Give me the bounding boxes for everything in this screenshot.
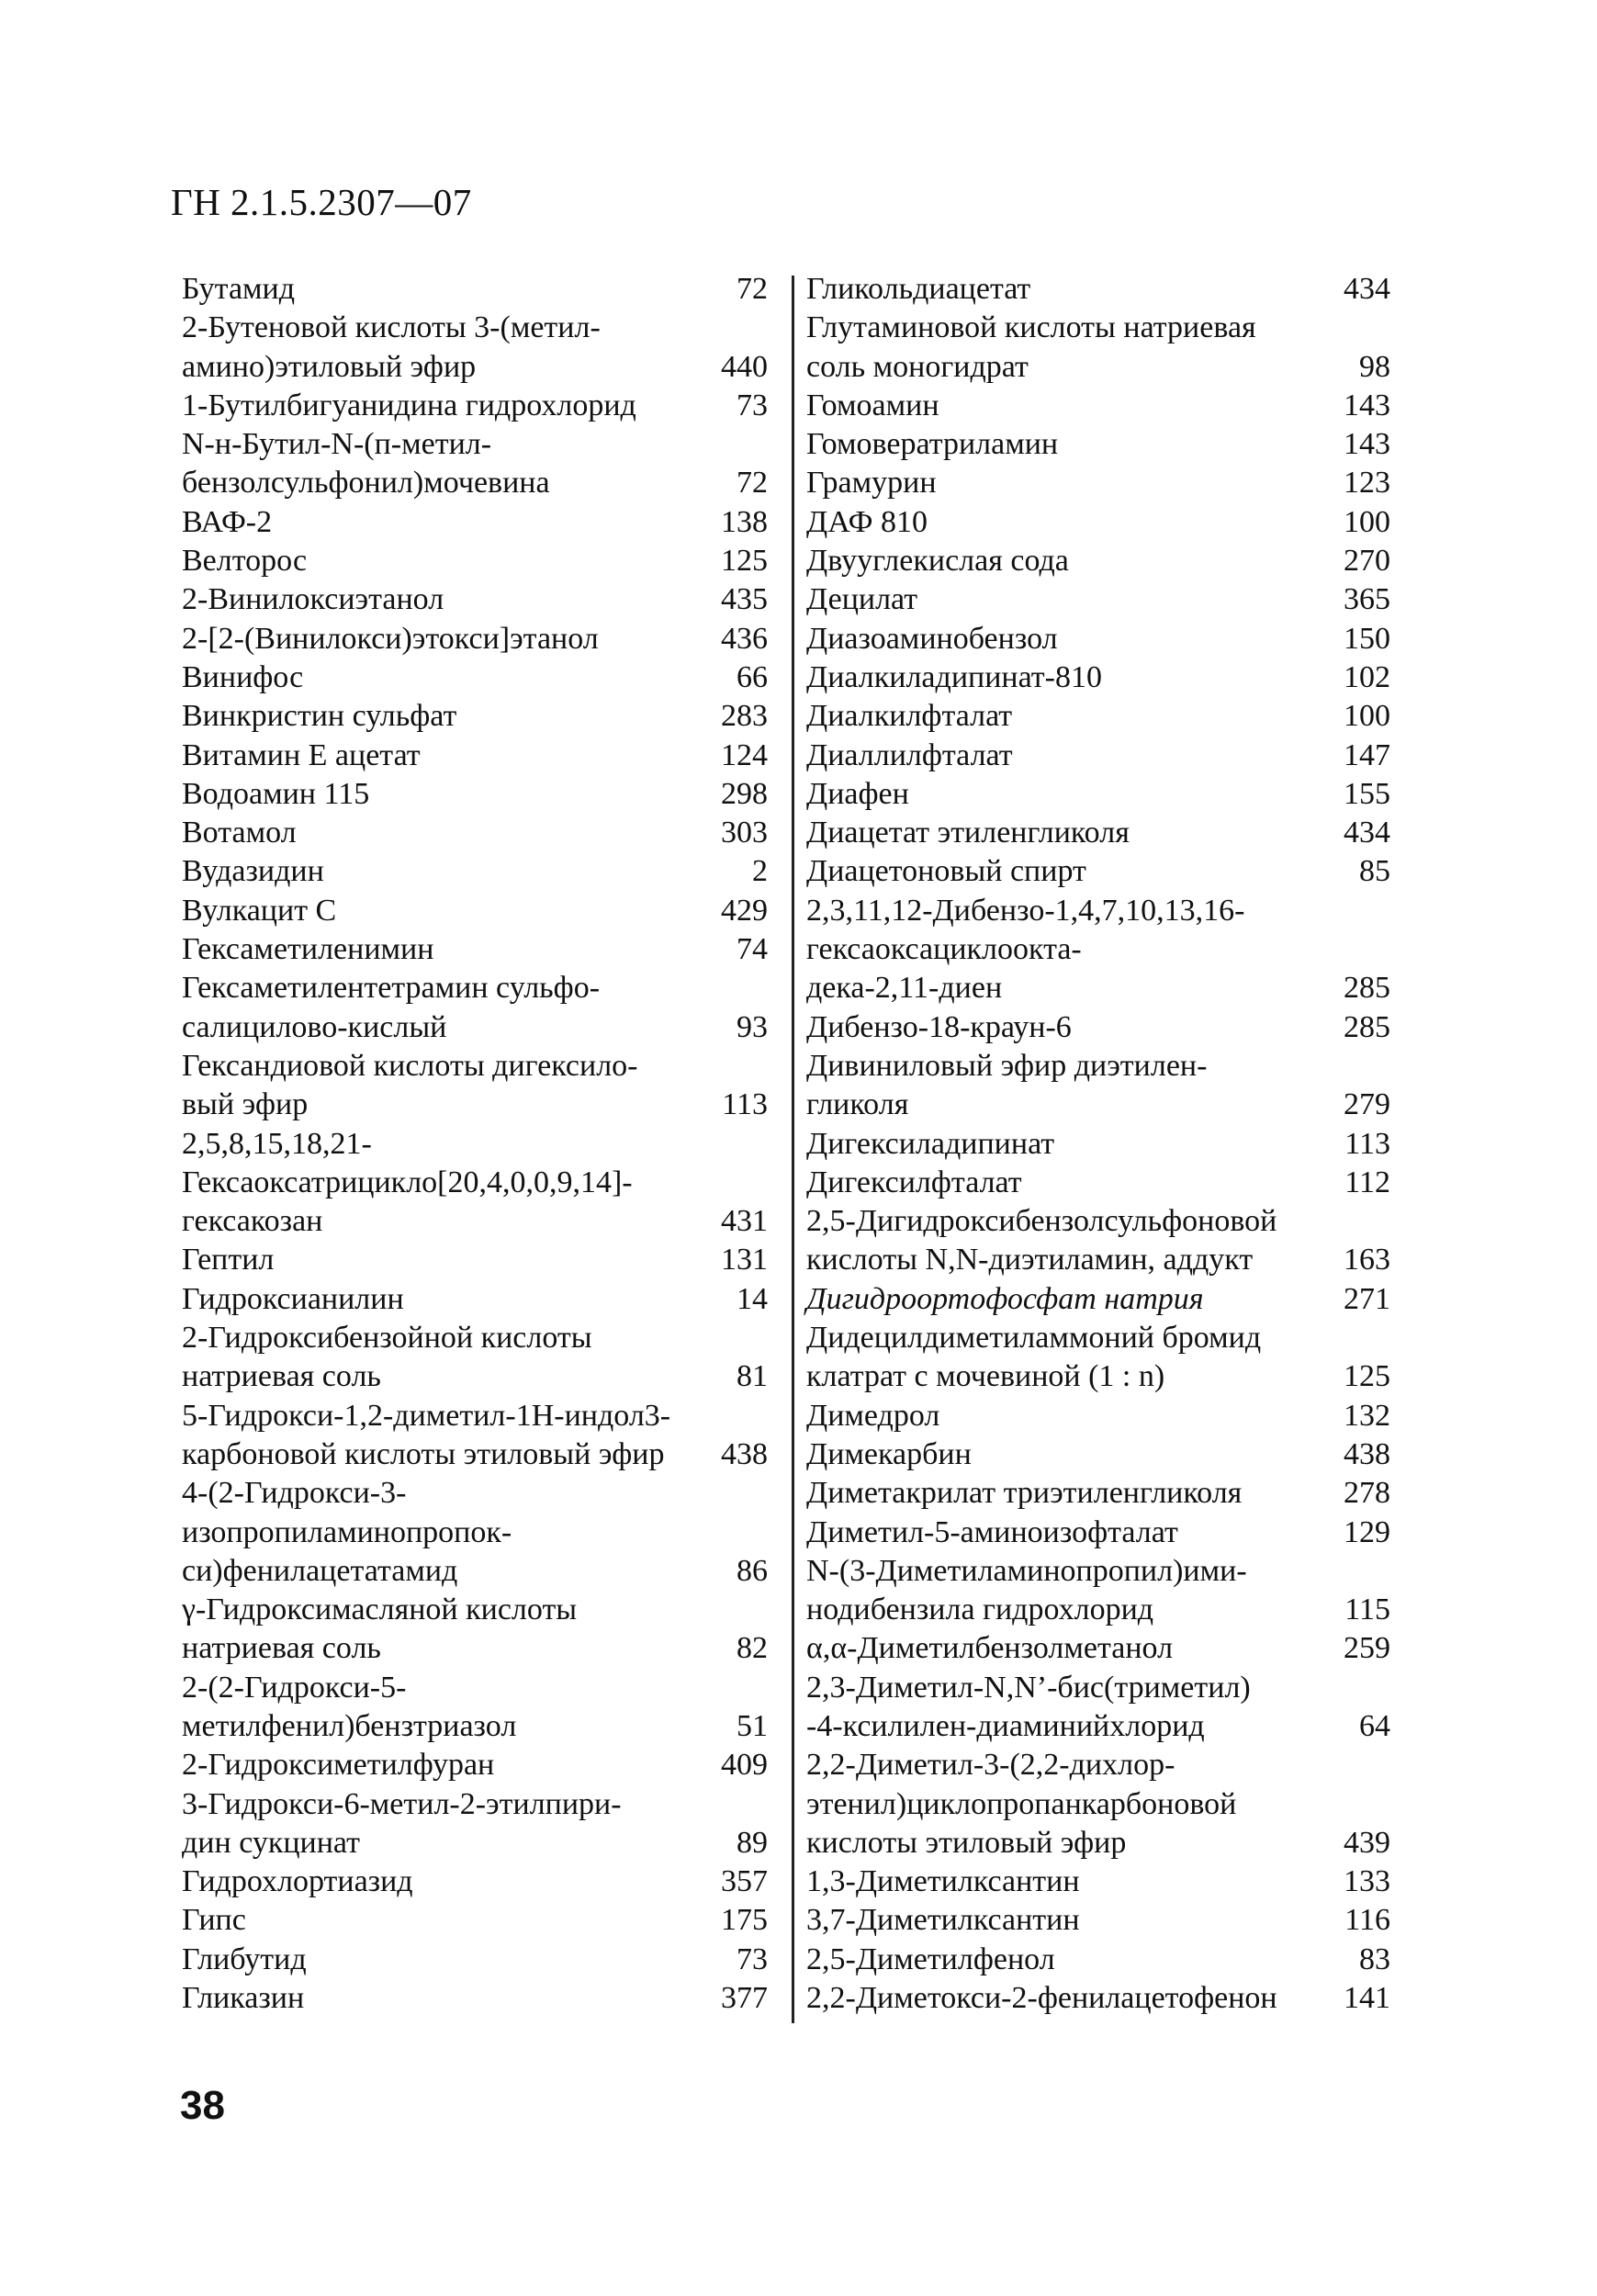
entry-name: N-(3-Диметиламинопропил)ими- xyxy=(806,1553,1247,1588)
index-entry xyxy=(182,1552,768,1591)
entry-name: 2,2-Диметил-3-(2,2-дихлор- xyxy=(806,1748,1175,1783)
entry-page-number: 155 xyxy=(1344,776,1390,811)
entry-page-number: 439 xyxy=(1344,1825,1390,1860)
entry-page-number: 124 xyxy=(721,737,768,772)
entry-name: Вулкацит С xyxy=(182,893,337,928)
entry-name: Водоамин 115 xyxy=(182,776,370,811)
entry-name: си)фенилацетатамид xyxy=(182,1553,458,1588)
entry-page-number: 440 xyxy=(721,349,768,384)
entry-name: вый эфир xyxy=(182,1087,309,1122)
entry-page-number: 285 xyxy=(1344,1009,1390,1044)
index-entry xyxy=(806,1241,1390,1279)
index-entry xyxy=(806,697,1390,736)
index-entry xyxy=(806,1357,1390,1396)
entry-page-number: 98 xyxy=(1359,349,1390,384)
entry-page-number: 64 xyxy=(1359,1708,1390,1743)
entry-page-number: 431 xyxy=(721,1204,768,1239)
entry-name: 2,5,8,15,18,21- xyxy=(182,1126,372,1161)
index-entry xyxy=(806,348,1390,387)
entry-name: 3,7-Диметилксантин xyxy=(806,1903,1080,1938)
index-entry xyxy=(806,1941,1390,1979)
entry-page-number: 73 xyxy=(737,388,768,422)
entry-page-number: 365 xyxy=(1344,582,1390,617)
entry-name: 2,2-Диметокси-2-фенилацетофенон xyxy=(806,1981,1277,2016)
entry-page-number: 83 xyxy=(1359,1941,1390,1976)
entry-page-number: 125 xyxy=(721,544,768,579)
index-entry xyxy=(806,1047,1390,1086)
entry-page-number: 434 xyxy=(1344,816,1390,850)
entry-name: 2-Винилоксиэтанол xyxy=(182,582,444,617)
entry-name: Дидецилдиметиламмоний бромид xyxy=(806,1321,1262,1356)
index-entry xyxy=(182,1863,768,1901)
index-entry xyxy=(182,387,768,425)
entry-page-number: 112 xyxy=(1344,1165,1390,1199)
entry-name: 2,5-Дигидроксибензолсульфоновой xyxy=(806,1204,1277,1239)
entry-name: ВАФ-2 xyxy=(182,504,273,539)
entry-name: амино)этиловый эфир xyxy=(182,349,477,384)
entry-name: натриевая соль xyxy=(182,1631,381,1666)
entry-name: 2-Бутеновой кислоты 3-(метил- xyxy=(182,310,601,345)
entry-name: 2,3,11,12-Дибензо-1,4,7,10,13,16- xyxy=(806,893,1245,928)
index-entry xyxy=(182,1435,768,1474)
entry-name: 1-Бутилбигуанидина гидрохлорид xyxy=(182,388,636,422)
index-entry xyxy=(182,852,768,891)
index-entry xyxy=(806,814,1390,852)
entry-name: Гександиовой кислоты дигексило- xyxy=(182,1048,638,1083)
entry-name: Гексаметилентетрамин сульфо- xyxy=(182,971,601,1006)
entry-name: -4-ксилилен-диаминийхлорид xyxy=(806,1708,1205,1743)
entry-name: Глибутид xyxy=(182,1941,307,1976)
index-entry xyxy=(806,1125,1390,1164)
index-entry xyxy=(806,775,1390,814)
entry-page-number: 133 xyxy=(1344,1864,1390,1899)
index-entry xyxy=(182,270,768,309)
entry-page-number: 271 xyxy=(1344,1281,1390,1316)
entry-page-number: 72 xyxy=(737,466,768,501)
entry-name: 2,5-Диметилфенол xyxy=(806,1941,1055,1976)
entry-page-number: 131 xyxy=(721,1243,768,1277)
entry-page-number: 429 xyxy=(721,893,768,928)
entry-name: Велторос xyxy=(182,544,308,579)
entry-name: этенил)циклопропанкарбоновой xyxy=(806,1786,1237,1821)
entry-page-number: 436 xyxy=(721,621,768,656)
index-entry xyxy=(182,697,768,736)
entry-page-number: 93 xyxy=(737,1009,768,1044)
entry-page-number: 279 xyxy=(1344,1087,1390,1122)
index-entry xyxy=(806,1319,1390,1357)
entry-name: Диаллилфталат xyxy=(806,737,1013,772)
entry-page-number: 113 xyxy=(1344,1126,1390,1161)
entry-name: Диалкиладипинат-810 xyxy=(806,659,1102,694)
entry-name: кислоты N,N-диэтиламин, аддукт xyxy=(806,1243,1254,1277)
entry-name: Гексаоксатрицикло[20,4,0,0,9,14]- xyxy=(182,1165,633,1199)
entry-name: Диметил-5-аминоизофталат xyxy=(806,1514,1178,1549)
entry-name: гексаоксациклоокта- xyxy=(806,932,1082,967)
entry-page-number: 278 xyxy=(1344,1476,1390,1511)
entry-page-number: 285 xyxy=(1344,971,1390,1006)
entry-name: Вудазидин xyxy=(182,854,324,889)
entry-page-number: 123 xyxy=(1344,466,1390,501)
index-entry xyxy=(182,1669,768,1707)
entry-page-number: 100 xyxy=(1344,504,1390,539)
entry-page-number: 66 xyxy=(737,659,768,694)
entry-name: соль моногидрат xyxy=(806,349,1029,384)
entry-name: Гликольдиацетат xyxy=(806,272,1031,306)
entry-name: 2-[2-(Винилокси)этокси]этанол xyxy=(182,621,599,656)
index-entry xyxy=(182,1901,768,1940)
entry-page-number: 81 xyxy=(737,1359,768,1394)
entry-page-number: 89 xyxy=(737,1825,768,1860)
entry-name: Гипс xyxy=(182,1903,246,1938)
entry-name: Дигексилфталат xyxy=(806,1165,1022,1199)
entry-name: Диазоаминобензол xyxy=(806,621,1058,656)
index-entry xyxy=(182,1746,768,1784)
entry-name: Димедрол xyxy=(806,1398,940,1433)
entry-name: Двууглекислая сода xyxy=(806,544,1069,579)
index-entry xyxy=(182,1591,768,1629)
index-column-left xyxy=(182,270,768,2018)
index-entry xyxy=(806,270,1390,309)
index-entry xyxy=(806,309,1390,347)
index-entry xyxy=(182,309,768,347)
index-entry xyxy=(806,425,1390,464)
index-entry xyxy=(806,1280,1390,1319)
index-entry xyxy=(806,387,1390,425)
entry-name: Гидрохлортиазид xyxy=(182,1864,413,1899)
index-entry xyxy=(182,464,768,502)
index-entry xyxy=(182,1397,768,1435)
index-entry xyxy=(182,1785,768,1824)
entry-page-number: 298 xyxy=(721,776,768,811)
index-entry xyxy=(182,1202,768,1241)
index-entry xyxy=(182,1474,768,1513)
entry-name: 2,3-Диметил-N,N’-бис(триметил) xyxy=(806,1670,1251,1705)
index-entry xyxy=(806,1397,1390,1435)
entry-page-number: 438 xyxy=(721,1436,768,1471)
index-entry xyxy=(806,1669,1390,1707)
index-entry xyxy=(806,1514,1390,1552)
entry-page-number: 86 xyxy=(737,1553,768,1588)
entry-page-number: 82 xyxy=(737,1631,768,1666)
entry-name: карбоновой кислоты этиловый эфир xyxy=(182,1436,665,1471)
entry-page-number: 125 xyxy=(1344,1359,1390,1394)
index-entry xyxy=(806,1785,1390,1824)
index-entry xyxy=(182,348,768,387)
index-entry xyxy=(806,658,1390,697)
entry-name: дека-2,11-диен xyxy=(806,971,1003,1006)
index-entry xyxy=(182,814,768,852)
entry-name: Дибензо-18-краун-6 xyxy=(806,1009,1072,1044)
index-entry xyxy=(182,1824,768,1863)
entry-name: γ-Гидроксимасляной кислоты xyxy=(182,1593,578,1627)
entry-name: Диметакрилат триэтиленгликоля xyxy=(806,1476,1243,1511)
entry-name: дин сукцинат xyxy=(182,1825,361,1860)
index-entry xyxy=(806,1591,1390,1629)
entry-name: 4-(2-Гидрокси-3- xyxy=(182,1476,407,1511)
entry-page-number: 147 xyxy=(1344,737,1390,772)
index-entry xyxy=(182,503,768,542)
column-divider xyxy=(792,276,794,2023)
entry-name: Гликазин xyxy=(182,1981,305,2016)
entry-page-number: 283 xyxy=(721,699,768,734)
entry-name: салицилово-кислый xyxy=(182,1009,447,1044)
entry-page-number: 143 xyxy=(1344,388,1390,422)
index-entry xyxy=(806,1474,1390,1513)
index-entry xyxy=(182,1008,768,1047)
index-entry xyxy=(806,930,1390,969)
index-entry xyxy=(806,1202,1390,1241)
entry-name: Глутаминовой кислоты натриевая xyxy=(806,310,1256,345)
entry-page-number: 113 xyxy=(722,1087,768,1122)
index-entry xyxy=(182,658,768,697)
entry-page-number: 150 xyxy=(1344,621,1390,656)
index-entry xyxy=(182,892,768,930)
index-entry xyxy=(806,852,1390,891)
entry-page-number: 73 xyxy=(737,1941,768,1976)
entry-page-number: 270 xyxy=(1344,544,1390,579)
index-entry xyxy=(806,969,1390,1007)
entry-name: клатрат с мочевиной (1 : n) xyxy=(806,1359,1165,1394)
index-entry xyxy=(806,1746,1390,1784)
entry-page-number: 14 xyxy=(737,1281,768,1316)
entry-page-number: 409 xyxy=(721,1748,768,1783)
entry-name: гликоля xyxy=(806,1087,909,1122)
entry-name: Вотамол xyxy=(182,816,297,850)
entry-name: Гептил xyxy=(182,1243,275,1277)
entry-name: Гидроксианилин xyxy=(182,1281,404,1316)
entry-page-number: 138 xyxy=(721,504,768,539)
index-entry xyxy=(182,1280,768,1319)
entry-name: Винкристин сульфат xyxy=(182,699,457,734)
entry-name: Дивиниловый эфир диэтилен- xyxy=(806,1048,1208,1083)
document-header: ГН 2.1.5.2307—07 xyxy=(171,181,472,223)
entry-page-number: 100 xyxy=(1344,699,1390,734)
entry-name: метилфенил)бензтриазол xyxy=(182,1708,517,1743)
index-entry xyxy=(182,969,768,1007)
index-entry xyxy=(806,1979,1390,2018)
index-entry xyxy=(182,580,768,619)
entry-name: Гексаметиленимин xyxy=(182,932,434,967)
index-entry xyxy=(182,1125,768,1164)
index-entry xyxy=(806,1824,1390,1863)
index-entry xyxy=(806,1164,1390,1202)
index-entry xyxy=(182,1086,768,1124)
entry-name: Диацетат этиленгликоля xyxy=(806,816,1130,850)
index-entry xyxy=(182,1941,768,1979)
index-column-right xyxy=(806,270,1390,2018)
entry-name: Винифос xyxy=(182,659,304,694)
index-entry xyxy=(182,737,768,775)
index-entry xyxy=(182,1707,768,1746)
index-entry xyxy=(806,1901,1390,1940)
entry-name: Диафен xyxy=(806,776,909,811)
index-entry xyxy=(182,1979,768,2018)
entry-page-number: 132 xyxy=(1344,1398,1390,1433)
index-entry xyxy=(806,542,1390,580)
index-entry xyxy=(806,503,1390,542)
entry-name: Димекарбин xyxy=(806,1436,972,1471)
entry-name: Дигидроортофосфат натрия xyxy=(806,1281,1204,1316)
index-entry xyxy=(806,620,1390,658)
index-entry xyxy=(182,1514,768,1552)
entry-page-number: 434 xyxy=(1344,272,1390,306)
index-entry xyxy=(806,737,1390,775)
index-entry xyxy=(182,542,768,580)
entry-name: Гомоамин xyxy=(806,388,939,422)
entry-name: 2-(2-Гидрокси-5- xyxy=(182,1670,407,1705)
entry-page-number: 102 xyxy=(1344,659,1390,694)
entry-name: нодибензила гидрохлорид xyxy=(806,1593,1154,1627)
index-entry xyxy=(806,1863,1390,1901)
entry-name: Витамин Е ацетат xyxy=(182,737,421,772)
index-entry xyxy=(182,1319,768,1357)
entry-page-number: 129 xyxy=(1344,1514,1390,1549)
entry-name: Диалкилфталат xyxy=(806,699,1013,734)
index-entry xyxy=(806,464,1390,502)
entry-name: α,α-Диметилбензолметанол xyxy=(806,1631,1174,1666)
entry-page-number: 72 xyxy=(737,272,768,306)
entry-name: 2-Гидроксибензойной кислоты xyxy=(182,1321,592,1356)
entry-page-number: 175 xyxy=(721,1903,768,1938)
entry-page-number: 85 xyxy=(1359,854,1390,889)
entry-page-number: 377 xyxy=(721,1981,768,2016)
entry-name: 2-Гидроксиметилфуран xyxy=(182,1748,495,1783)
entry-page-number: 357 xyxy=(721,1864,768,1899)
index-entry xyxy=(806,580,1390,619)
entry-page-number: 141 xyxy=(1344,1981,1390,2016)
index-entry xyxy=(182,1164,768,1202)
entry-page-number: 51 xyxy=(737,1708,768,1743)
entry-name: 1,3-Диметилксантин xyxy=(806,1864,1080,1899)
entry-page-number: 74 xyxy=(737,932,768,967)
entry-page-number: 2 xyxy=(752,854,768,889)
index-entry xyxy=(182,930,768,969)
entry-page-number: 116 xyxy=(1344,1903,1390,1938)
index-entry xyxy=(806,1435,1390,1474)
entry-name: гексакозан xyxy=(182,1204,323,1239)
index-entry xyxy=(182,1047,768,1086)
entry-name: 5-Гидрокси-1,2-диметил-1Н-индол3- xyxy=(182,1398,671,1433)
index-entry xyxy=(182,1241,768,1279)
index-entry xyxy=(806,1552,1390,1591)
index-entry xyxy=(806,1086,1390,1124)
index-entry xyxy=(806,1629,1390,1668)
index-entry xyxy=(182,425,768,464)
entry-name: Диацетоновый спирт xyxy=(806,854,1086,889)
entry-name: натриевая соль xyxy=(182,1359,381,1394)
index-entry xyxy=(182,1629,768,1668)
index-entry xyxy=(182,620,768,658)
entry-page-number: 115 xyxy=(1344,1593,1390,1627)
entry-name: ДАФ 810 xyxy=(806,504,928,539)
entry-name: Дигексиладипинат xyxy=(806,1126,1055,1161)
entry-name: Бутамид xyxy=(182,272,296,306)
entry-name: 3-Гидрокси-6-метил-2-этилпири- xyxy=(182,1786,622,1821)
entry-page-number: 303 xyxy=(721,816,768,850)
entry-page-number: 438 xyxy=(1344,1436,1390,1471)
entry-name: кислоты этиловый эфир xyxy=(806,1825,1127,1860)
entry-page-number: 259 xyxy=(1344,1631,1390,1666)
entry-page-number: 163 xyxy=(1344,1243,1390,1277)
index-entry xyxy=(806,892,1390,930)
entry-page-number: 143 xyxy=(1344,427,1390,462)
entry-name: N-н-Бутил-N-(п-метил- xyxy=(182,427,492,462)
index-entry xyxy=(182,775,768,814)
entry-name: Грамурин xyxy=(806,466,937,501)
page-number: 38 xyxy=(180,2083,225,2128)
entry-name: Децилат xyxy=(806,582,918,617)
entry-name: изопропиламинопропок- xyxy=(182,1514,512,1549)
index-entry xyxy=(806,1008,1390,1047)
entry-page-number: 435 xyxy=(721,582,768,617)
index-entry xyxy=(182,1357,768,1396)
entry-name: Гомовератриламин xyxy=(806,427,1059,462)
index-entry xyxy=(806,1707,1390,1746)
entry-name: бензолсульфонил)мочевина xyxy=(182,466,550,501)
